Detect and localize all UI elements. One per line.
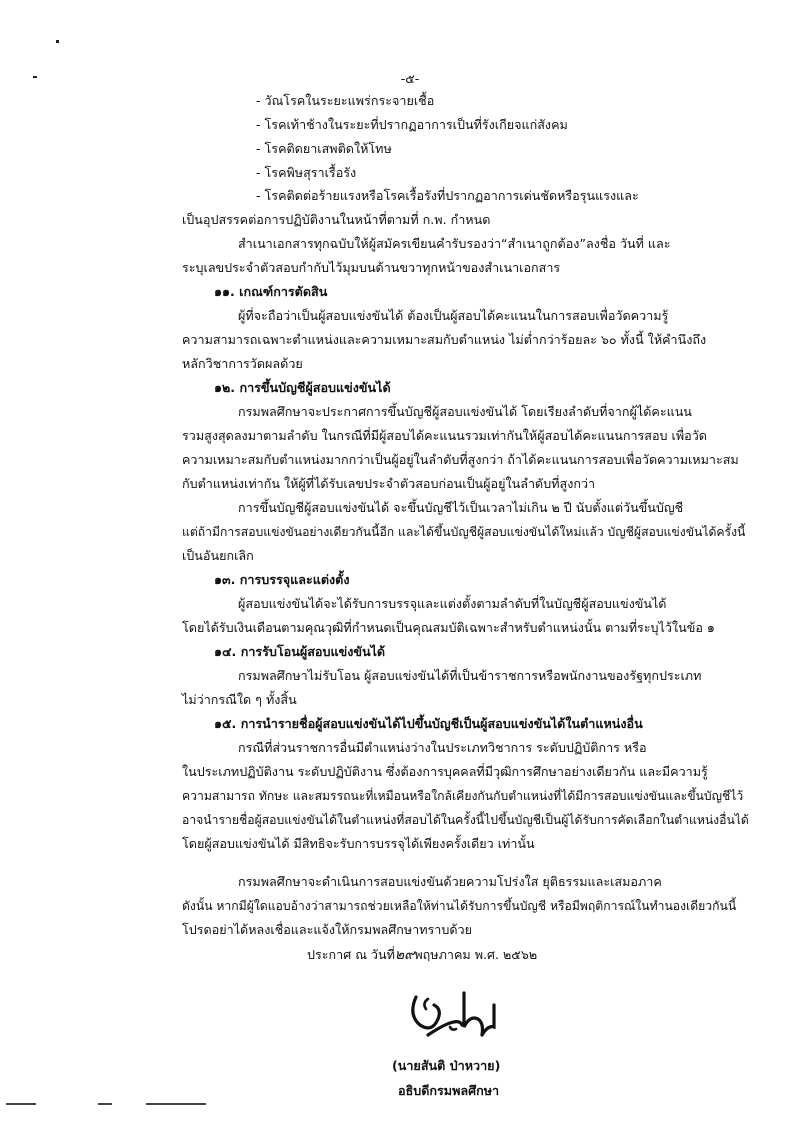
section-15-text: ความสามารถ ทักษะ และสมรรถนะที่เหมือนหรือใกล้เคียงกันกับตำแหน่งที่ได้มีการสอบแข่งขันและขึ้นบัญชีไว้ bbox=[182, 789, 744, 803]
disease-item: - วัณโรคในระยะแพร่กระจายเชื้อ bbox=[256, 93, 435, 108]
section-heading-12: ๑๒. การขึ้นบัญชีผู้สอบแข่งขันได้ bbox=[214, 380, 391, 395]
disease-item: - โรคติดต่อร้ายแรงหรือโรคเรื้อรังที่ปรากฏอาการเด่นชัดหรือรุนแรงและ bbox=[256, 188, 639, 203]
section-14-text: กรมพลศึกษาไม่รับโอน ผู้สอบแข่งขันได้ที่เป็นข้าราชการหรือพนักงานของรัฐทุกประเภท bbox=[238, 668, 702, 683]
disease-item: - โรคพิษสุราเรื้อรัง bbox=[256, 165, 357, 180]
closing-text: กรมพลศึกษาจะดำเนินการสอบแข่งขันด้วยความโปร่งใส ยุติธรรมและเสมอภาค bbox=[238, 874, 662, 889]
section-heading-11: ๑๑. เกณฑ์การตัดสิน bbox=[214, 284, 328, 299]
section-12-text: กรมพลศึกษาจะประกาศการขึ้นบัญชีผู้สอบแข่งขันได้ โดยเรียงลำดับที่จากผู้ได้คะแนน bbox=[238, 404, 692, 419]
closing-text: ดังนั้น หากมีผู้ใดแอบอ้างว่าสามารถช่วยเหลือให้ท่านได้รับการขึ้นบัญชี หรือมีพฤติการณ์ในทำนองเดียวกันนี้ bbox=[182, 899, 737, 913]
section-12-text: การขึ้นบัญชีผู้สอบแข่งขันได้ จะขึ้นบัญชีไว้เป็นเวลาไม่เกิน ๒ ปี นับตั้งแต่วันขึ้นบัญชี bbox=[238, 500, 684, 515]
scan-mark bbox=[56, 40, 59, 43]
section-13-text: ผู้สอบแข่งขันได้จะได้รับการบรรจุและแต่งตั้งตามลำดับที่ในบัญชีผู้สอบแข่งขันได้ bbox=[238, 596, 667, 611]
section-12-text: กับตำแหน่งเท่ากัน ให้ผู้ที่ได้รับเลขประจำตัวสอบก่อนเป็นผู้อยู่ในลำดับที่สูงกว่า bbox=[182, 476, 596, 491]
section-heading-13: ๑๓. การบรรจุและแต่งตั้ง bbox=[214, 572, 350, 587]
section-13-text: โดยได้รับเงินเดือนตามคุณวุฒิที่กำหนดเป็นคุณสมบัติเฉพาะสำหรับตำแหน่งนั้น ตามที่ระบุไว้ในข้อ ๑ bbox=[182, 620, 715, 635]
section-heading-14: ๑๔. การรับโอนผู้สอบแข่งขันได้ bbox=[214, 644, 386, 659]
section-12-text: ความเหมาะสมกับตำแหน่งมากกว่าเป็นผู้อยู่ในลำดับที่สูงกว่า ถ้าได้คะแนนการสอบเพื่อวัดความเหมาะสม bbox=[182, 452, 739, 467]
scan-mark bbox=[6, 1103, 36, 1105]
announce-date bbox=[307, 946, 537, 964]
disease-tail: เป็นอุปสรรคต่อการปฏิบัติงานในหน้าที่ตามที่ ก.พ. กำหนด bbox=[182, 212, 491, 227]
scan-mark bbox=[98, 1103, 112, 1105]
section-12-text: แต่ถ้ามีการสอบแข่งขันอย่างเดียวกันนี้อีก และได้ขึ้นบัญชีผู้สอบแข่งขันได้ใหม่แล้ว บัญชีผู้สอบแข่งขันได้ครั้งนี้ bbox=[182, 525, 746, 539]
section-14-text: ไม่ว่ากรณีใด ๆ ทั้งสิ้น bbox=[182, 692, 297, 707]
section-12-text: เป็นอันยกเลิก bbox=[182, 548, 254, 563]
signer-name: (นายสันติ ป่าหวาย) bbox=[392, 1058, 501, 1073]
announce-month-year: พฤษภาคม พ.ศ. ๒๕๖๒ bbox=[414, 947, 538, 962]
section-11-text: หลักวิชาการวัดผลด้วย bbox=[182, 356, 303, 371]
page-number: -๕- bbox=[400, 71, 420, 86]
section-heading-15: ๑๕. การนำรายชื่อผู้สอบแข่งขันได้ไปขึ้นบัญชีเป็นผู้สอบแข่งขันได้ในตำแหน่งอื่น bbox=[214, 716, 643, 731]
closing-text: โปรดอย่าได้หลงเชื่อและแจ้งให้กรมพลศึกษาทราบด้วย bbox=[182, 922, 472, 937]
announce-prefix: ประกาศ ณ วันที่ bbox=[307, 947, 395, 962]
signature-image bbox=[398, 975, 518, 1055]
section-15-text: โดยผู้สอบแข่งขันได้ มีสิทธิจะรับการบรรจุได้เพียงครั้งเดียว เท่านั้น bbox=[182, 836, 535, 851]
disease-item: - โรคติดยาเสพติดให้โทษ bbox=[256, 141, 392, 156]
section-12-text: รวมสูงสุดลงมาตามลำดับ ในกรณีที่มีผู้สอบได้คะแนนรวมเท่ากันให้ผู้สอบได้คะแนนการสอบ เพื่อวัด bbox=[182, 428, 707, 443]
copy-note: สำเนาเอกสารทุกฉบับให้ผู้สมัครเขียนคำรับรองว่า“สำเนาถูกต้อง”ลงชื่อ วันที่ และ bbox=[238, 236, 671, 251]
section-15-text: ในประเภทปฏิบัติงาน ระดับปฏิบัติงาน ซึ่งต้องการบุคคลที่มีวุฒิการศึกษาอย่างเดียวกัน และมีความรู้ bbox=[182, 764, 708, 779]
copy-note: ระบุเลขประจำตัวสอบกำกับไว้มุมบนด้านขวาทุกหน้าของสำเนาเอกสาร bbox=[182, 260, 561, 275]
disease-item: - โรคเท้าช้างในระยะที่ปรากฏอาการเป็นที่รังเกียจแก่สังคม bbox=[256, 117, 568, 132]
section-11-text: ผู้ที่จะถือว่าเป็นผู้สอบแข่งขันได้ ต้องเป็นผู้สอบได้คะแนนในการสอบเพื่อวัดความรู้ bbox=[238, 308, 669, 323]
scan-mark bbox=[33, 76, 37, 78]
scan-mark bbox=[146, 1103, 206, 1105]
section-11-text: ความสามารถเฉพาะตำแหน่งและความเหมาะสมกับตำแหน่ง ไม่ต่ำกว่าร้อยละ ๖๐ ทั้งนี้ ให้คำนึงถึง bbox=[182, 332, 707, 347]
section-15-text: กรณีที่ส่วนราชการอื่นมีตำแหน่งว่างในประเภทวิชาการ ระดับปฏิบัติการ หรือ bbox=[238, 740, 647, 755]
section-15-text: อาจนำรายชื่อผู้สอบแข่งขันได้ในตำแหน่งที่สอบได้ในครั้งนี้ไปขึ้นบัญชีเป็นผู้ได้รับการคัดเลือกในตำแหน่งอื่นได้ bbox=[182, 813, 749, 827]
announce-day: ๒๙ bbox=[394, 947, 415, 963]
signer-title: อธิบดีกรมพลศึกษา bbox=[398, 1083, 500, 1098]
